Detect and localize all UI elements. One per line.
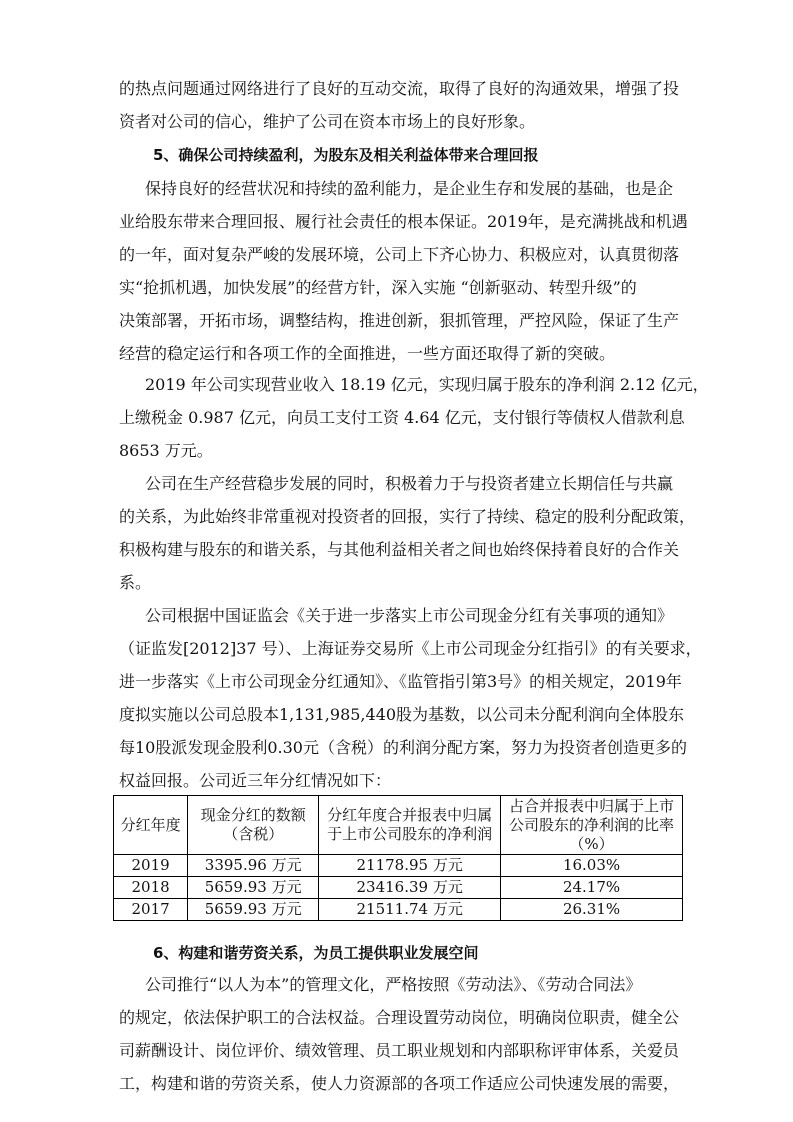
table-header-cell: 现金分红的数额（含税）: [188, 796, 319, 855]
table-cell: 26.31%: [501, 899, 683, 921]
table-cell: 2019: [114, 855, 188, 877]
text-line: 每10股派发现金股利0.30元（含税）的利润分配方案，努力为投资者创造更多的: [119, 738, 687, 757]
text-line: 的一年，面对复杂严峻的发展环境，公司上下齐心协力、积极应对，认真贯彻落: [119, 245, 680, 264]
text-line: 权益回报。公司近三年分红情况如下：: [119, 771, 392, 790]
text-line: 系。: [119, 573, 152, 592]
table-cell: 24.17%: [501, 877, 683, 899]
table-cell: 5659.93 万元: [188, 899, 319, 921]
table-cell: 3395.96 万元: [188, 855, 319, 877]
text-line: 公司在生产经营稳步发展的同时，积极着力于与投资者建立长期信任与共赢: [145, 474, 674, 493]
text-line: 保持良好的经营状况和持续的盈利能力，是企业生存和发展的基础，也是企: [145, 179, 674, 198]
text-line: 8653 万元。: [119, 441, 213, 460]
text-line: 的规定，依法保护职工的合法权益。合理设置劳动岗位，明确岗位职责，健全公: [119, 1008, 680, 1027]
text-line: 决策部署，开拓市场，调整结构，推进创新，狠抓管理，严控风险，保证了生产: [119, 311, 680, 330]
text-line: 积极构建与股东的和谐关系，与其他利益相关者之间也始终保持着良好的合作关: [119, 540, 680, 559]
table-header-cell: 分红年度合并报表中归属于上市公司股东的净利润: [319, 796, 501, 855]
text-line: 进一步落实《上市公司现金分红通知》、《监管指引第3号》的相关规定，2019年: [119, 672, 682, 691]
text-line: 工，构建和谐的劳资关系，使人力资源部的各项工作适应公司快速发展的需要，: [119, 1074, 680, 1093]
text-line: 司薪酬设计、岗位评价、绩效管理、员工职业规划和内部职称评审体系，关爱员: [119, 1041, 680, 1060]
text-line: 的热点问题通过网络进行了良好的互动交流，取得了良好的沟通效果，增强了投: [119, 79, 680, 98]
text-line: 公司推行“以人为本”的管理文化，严格按照《劳动法》、《劳动合同法》: [145, 975, 642, 994]
table-cell: 2018: [114, 877, 188, 899]
text-line: 经营的稳定运行和各项工作的全面推进，一些方面还取得了新的突破。: [119, 344, 616, 363]
text-line: 2019 年公司实现营业收入 18.19 亿元，实现归属于股东的净利润 2.12 亿元，: [145, 375, 709, 394]
table-header-cell: 占合并报表中归属于上市公司股东的净利润的比率（%）: [501, 796, 683, 855]
table-header-cell: 分红年度: [114, 796, 188, 855]
section-heading-6: 6、构建和谐劳资关系，为员工提供职业发展空间: [153, 944, 479, 962]
table-row: [114, 855, 683, 877]
text-line: 的关系，为此始终非常重视对投资者的回报，实行了持续、稳定的股利分配政策，: [119, 507, 696, 526]
table-cell: 2017: [114, 899, 188, 921]
table-cell: 5659.93 万元: [188, 877, 319, 899]
text-line: 度拟实施以公司总股本1,131,985,440股为基数，以公司未分配利润向全体股东: [119, 705, 685, 724]
table-cell: 21178.95 万元: [319, 855, 501, 877]
text-line: 业给股东带来合理回报、履行社会责任的根本保证。2019年，是充满挑战和机遇: [119, 212, 688, 231]
table-row: [114, 899, 683, 921]
text-line: 上缴税金 0.987 亿元，向员工支付工资 4.64 亿元，支付银行等债权人借款利息: [119, 408, 685, 427]
text-line: （证监发[2012]37 号）、上海证券交易所《上市公司现金分红指引》的有关要求，: [119, 639, 702, 658]
section-heading-5: 5、确保公司持续盈利，为股东及相关利益体带来合理回报: [153, 146, 539, 164]
table-row: [114, 877, 683, 899]
table-header-row: [114, 796, 683, 855]
dividend-table: [113, 795, 683, 921]
text-line: 公司根据中国证监会《关于进一步落实上市公司现金分红有关事项的通知》: [145, 606, 674, 625]
text-line: 实“抢抓机遇，加快发展”的经营方针，深入实施 “创新驱动、转型升级”的: [119, 278, 637, 297]
table-cell: 21511.74 万元: [319, 899, 501, 921]
text-line: 资者对公司的信心，维护了公司在资本市场上的良好形象。: [119, 112, 536, 131]
table-cell: 23416.39 万元: [319, 877, 501, 899]
table-cell: 16.03%: [501, 855, 683, 877]
